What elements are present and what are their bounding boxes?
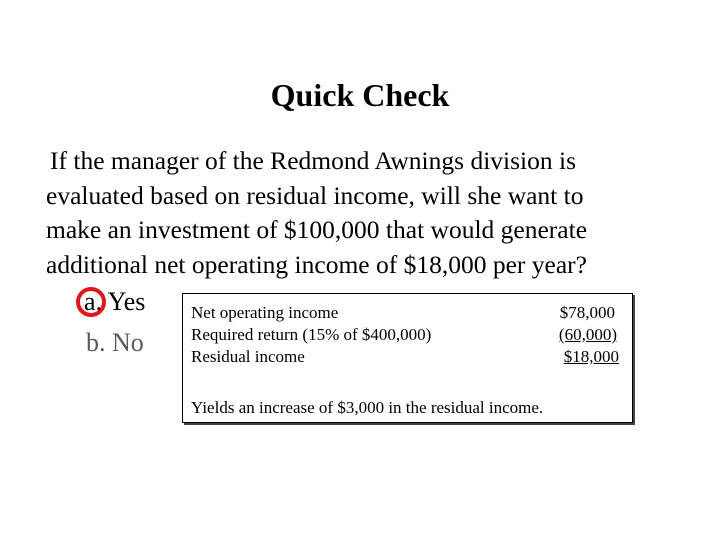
calc-row-required-return xyxy=(191,323,619,347)
calc-row-amount: $18,000 xyxy=(563,347,619,366)
choice-a-letter: a. xyxy=(84,287,103,316)
choice-a[interactable] xyxy=(84,287,145,317)
choice-b-letter: b. xyxy=(86,328,106,357)
calc-row-label: Residual income xyxy=(191,347,305,366)
choice-b[interactable] xyxy=(86,328,144,358)
calc-row-amount: (60,000) xyxy=(558,325,617,344)
calc-row-label: Net operating income xyxy=(191,303,339,322)
question-text xyxy=(46,144,686,282)
question-line: make an investment of $100,000 that would generate xyxy=(46,215,588,244)
question-line: additional net operating income of $18,000 per year? xyxy=(46,249,587,279)
calculation-box xyxy=(182,293,633,423)
calc-row-label: Required return (15% of $400,000) xyxy=(191,325,432,344)
calc-summary: Yields an increase of $3,000 in the residual income. xyxy=(191,398,544,417)
choice-b-text: No xyxy=(112,328,144,357)
calc-row-amount: $78,000 xyxy=(559,303,615,322)
question-line: If the manager of the Redmond Awnings division is xyxy=(50,146,576,175)
question-line: evaluated based on residual income, will she want to xyxy=(46,180,584,210)
calc-row-residual-income xyxy=(191,345,619,369)
calc-row-net-operating-income xyxy=(191,301,619,325)
slide-title: Quick Check xyxy=(270,77,450,113)
choice-a-text: Yes xyxy=(107,287,146,316)
